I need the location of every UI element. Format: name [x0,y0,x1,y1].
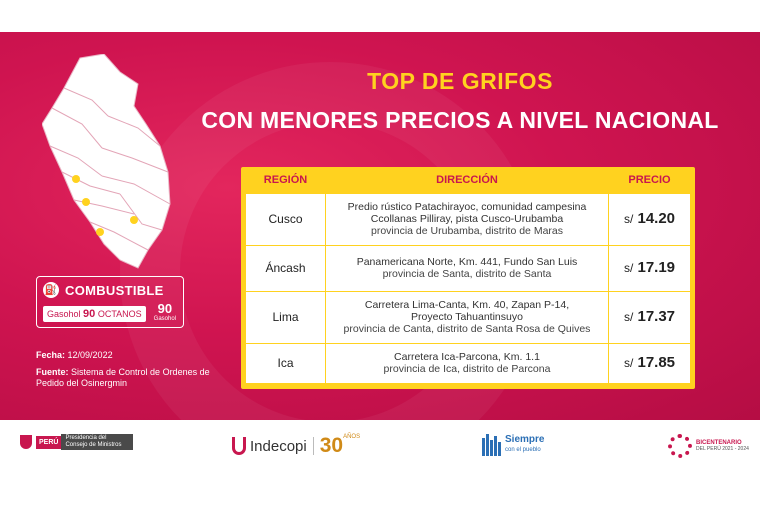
fuel-number: 90 [157,301,173,316]
cell-price [609,291,691,343]
cell-region: Áncash [246,245,326,291]
fuel-badge-header [37,277,183,303]
footer-logos [0,420,760,476]
date-label: Fecha: [36,350,66,360]
cell-address [326,343,609,383]
header-address: DIRECCIÓN [436,173,498,186]
indecopi-years: 30 [319,434,344,457]
fuel-number-label [154,303,176,325]
currency-symbol: s/ [623,356,634,370]
fuel-type-prefix: Gasohol [47,309,81,319]
fuel-type-suffix: OCTANOS [97,309,142,319]
bicentenario-subtitle: DEL PERÚ 2021 - 2024 [696,446,749,452]
fuel-octane-number: 90 [83,308,96,320]
address-line: Carretera Ica-Parcona, Km. 1.1 [394,351,540,363]
date-line [36,350,216,361]
cell-region: Ica [246,343,326,383]
source-value: Sistema de Control de Ordenes de Pedido del Osinergmin [36,367,210,388]
header-region: REGIÓN [263,173,308,186]
peru-ministry-label: Presidencia del Consejo de Ministros [61,434,133,450]
siempre-text [505,435,544,455]
cell-price [609,193,691,245]
table-row [246,193,691,245]
siempre-bars-icon [482,434,502,456]
bicentenario-title: BICENTENARIO [696,440,742,446]
source-info [36,350,216,395]
fuel-badge [36,276,184,328]
cell-price [609,343,691,383]
source-label: Fuente: [36,367,69,377]
indecopi-name: Indecopi [250,437,307,455]
fuel-badge-body [37,303,183,325]
logo-divider [313,437,314,455]
page-title [180,68,740,134]
date-value: 12/09/2022 [67,350,113,360]
bicentenario-emblem-icon [668,434,692,458]
address-line: Ccollanas Pilliray, pista Cusco-Urubamba [370,213,564,225]
price-value: 17.19 [637,259,676,276]
fuel-badge-title: COMBUSTIBLE [65,282,164,298]
peru-flag-label: PERÚ [36,436,61,449]
price-table-container [241,167,695,389]
address-district: provincia de Santa, distrito de Santa [382,268,552,280]
peru-shield-icon [20,435,32,449]
indecopi-anos: AÑOS [343,434,361,440]
table-row [246,343,691,383]
table-row [246,291,691,343]
infographic-banner [0,32,760,420]
peru-government-logo [20,434,133,450]
siempre-title: Siempre [505,434,545,445]
title-line-1: TOP DE GRIFOS [367,68,553,94]
address-line: Carretera Lima-Canta, Km. 40, Zapan P-14, [364,299,570,311]
cell-region: Lima [246,291,326,343]
bicentenario-text [696,440,749,452]
price-table [245,167,691,384]
price-value: 17.37 [637,308,676,325]
price-value: 17.85 [637,354,676,371]
bicentenario-logo [668,434,749,458]
header-price: PRECIO [628,173,671,186]
table-header-row [246,167,691,193]
currency-symbol: s/ [623,212,634,226]
indecopi-mark-icon [232,437,246,455]
title-line-2: CON MENORES PRECIOS A NIVEL NACIONAL [201,107,719,133]
siempre-con-el-pueblo-logo [482,434,544,456]
cell-price [609,245,691,291]
cell-address [326,193,609,245]
fuel-type-pill [43,306,146,322]
currency-symbol: s/ [623,310,634,324]
price-value: 14.20 [637,210,676,227]
cell-address [326,245,609,291]
address-line: Predio rústico Patachirayoc, comunidad campesina [347,201,587,213]
source-line [36,367,216,389]
cell-address [326,291,609,343]
fuel-number-caption: Gasohol [153,316,177,322]
peru-map-icon [42,54,172,269]
cell-region: Cusco [246,193,326,245]
indecopi-logo [232,434,360,458]
address-district: provincia de Canta, distrito de Santa Rosa de Quives [343,323,591,335]
siempre-subtitle: con el pueblo [505,447,541,453]
address-district: provincia de Urubamba, distrito de Maras [370,225,563,237]
address-line: Proyecto Tahuantinsuyo [411,311,523,323]
table-row [246,245,691,291]
address-line: Panamericana Norte, Km. 441, Fundo San Luis [356,256,578,268]
currency-symbol: s/ [623,261,634,275]
fuel-pump-icon: ⛽ [43,282,59,298]
address-district: provincia de Ica, distrito de Parcona [383,363,551,375]
